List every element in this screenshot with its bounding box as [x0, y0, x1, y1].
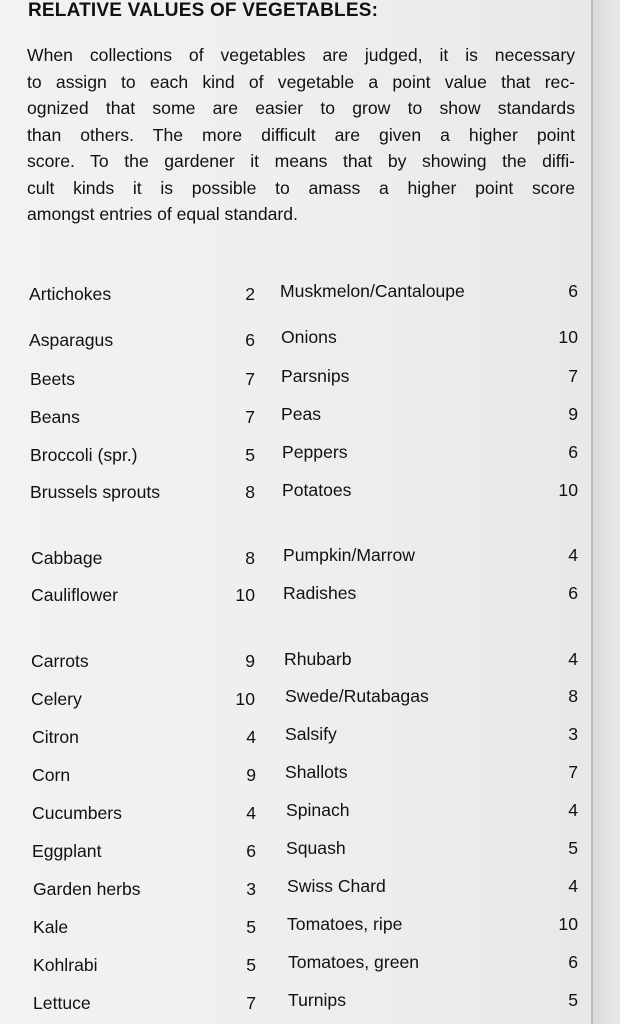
intro-line: to assign to each kind of vegetable a point value that rec-	[27, 71, 575, 92]
vegetable-name: Carrots	[31, 651, 89, 671]
vegetable-name: Turnips	[288, 990, 347, 1010]
point-value: 3	[568, 724, 578, 744]
vegetable-name: Tomatoes, ripe	[287, 914, 403, 934]
point-value: 6	[245, 330, 255, 350]
point-value: 4	[568, 545, 578, 565]
point-value: 4	[568, 649, 578, 669]
point-value: 6	[568, 583, 578, 603]
vegetable-name: Salsify	[285, 724, 337, 744]
vegetable-name: Eggplant	[32, 841, 102, 861]
intro-line: ognized that some are easier to grow to show standards	[27, 98, 575, 118]
intro-line: When collections of vegetables are judged, it is necessary	[27, 45, 575, 65]
page-title: RELATIVE VALUES OF VEGETABLES:	[28, 0, 379, 21]
vegetable-name: Swede/Rutabagas	[285, 686, 429, 706]
point-value: 9	[568, 404, 578, 424]
vegetable-name: Swiss Chard	[287, 876, 386, 896]
vegetable-name: Tomatoes, green	[288, 952, 420, 972]
point-value: 6	[568, 442, 578, 462]
vegetable-name: Corn	[32, 765, 71, 785]
point-value: 6	[568, 952, 578, 972]
intro-line: score. To the gardener it means that by showing the diffi-	[27, 151, 575, 171]
vegetable-name: Muskmelon/Cantaloupe	[280, 281, 465, 301]
point-value: 8	[245, 482, 255, 502]
point-value: 5	[246, 917, 256, 937]
point-value: 7	[245, 407, 255, 427]
vegetable-name: Parsnips	[281, 366, 350, 386]
point-value: 3	[246, 879, 256, 899]
vegetable-name: Artichokes	[29, 284, 112, 304]
point-value: 5	[246, 955, 256, 975]
vegetable-name: Rhubarb	[284, 649, 352, 669]
point-value: 4	[246, 727, 256, 747]
vegetable-name: Cauliflower	[31, 585, 119, 605]
point-value: 5	[245, 445, 255, 465]
vegetable-name: Radishes	[283, 583, 357, 603]
point-value: 4	[568, 800, 578, 820]
point-value: 8	[568, 686, 578, 706]
point-value: 8	[245, 548, 255, 568]
point-value: 6	[568, 281, 578, 301]
vegetable-name: Peppers	[282, 442, 348, 462]
vegetable-name: Potatoes	[282, 480, 352, 500]
intro-line: than others. The more difficult are given a higher point	[27, 124, 575, 145]
vegetable-name: Squash	[286, 838, 346, 858]
vegetable-name: Pumpkin/Marrow	[283, 545, 415, 565]
vegetable-name: Peas	[281, 404, 322, 424]
point-value: 5	[568, 990, 578, 1010]
point-value: 10	[558, 480, 578, 500]
vegetable-name: Beans	[30, 407, 80, 427]
vegetable-name: Lettuce	[33, 993, 91, 1013]
vegetable-name: Kale	[33, 917, 69, 937]
vegetable-name: Cucumbers	[32, 803, 122, 823]
vegetable-name: Brussels sprouts	[30, 482, 161, 502]
vegetable-name: Cabbage	[31, 548, 103, 568]
vegetable-name: Kohlrabi	[33, 955, 98, 975]
point-value: 9	[246, 765, 256, 785]
vegetable-name: Onions	[281, 327, 337, 347]
point-value: 6	[246, 841, 256, 861]
vegetable-name: Asparagus	[29, 330, 114, 350]
point-value: 2	[245, 284, 255, 304]
point-value: 7	[245, 369, 255, 389]
vegetable-name: Citron	[32, 727, 79, 747]
point-value: 10	[558, 327, 578, 347]
vegetable-name: Celery	[31, 689, 82, 709]
vegetable-name: Spinach	[286, 800, 350, 820]
point-value: 4	[568, 876, 578, 896]
point-value: 10	[235, 689, 255, 709]
intro-line: cult kinds it is possible to amass a higher point score	[27, 177, 575, 198]
point-value: 5	[568, 838, 578, 858]
point-value: 7	[568, 762, 578, 782]
vegetable-name: Beets	[30, 369, 75, 389]
point-value: 10	[558, 914, 578, 934]
point-value: 9	[245, 651, 255, 671]
intro-line: amongst entries of equal standard.	[27, 204, 298, 224]
point-value: 4	[246, 803, 256, 823]
point-value: 7	[568, 366, 578, 386]
point-value: 10	[235, 585, 255, 605]
point-value: 7	[246, 993, 256, 1013]
vegetable-name: Garden herbs	[33, 879, 141, 899]
vegetable-name: Broccoli (spr.)	[30, 445, 138, 465]
vegetable-name: Shallots	[285, 762, 348, 782]
